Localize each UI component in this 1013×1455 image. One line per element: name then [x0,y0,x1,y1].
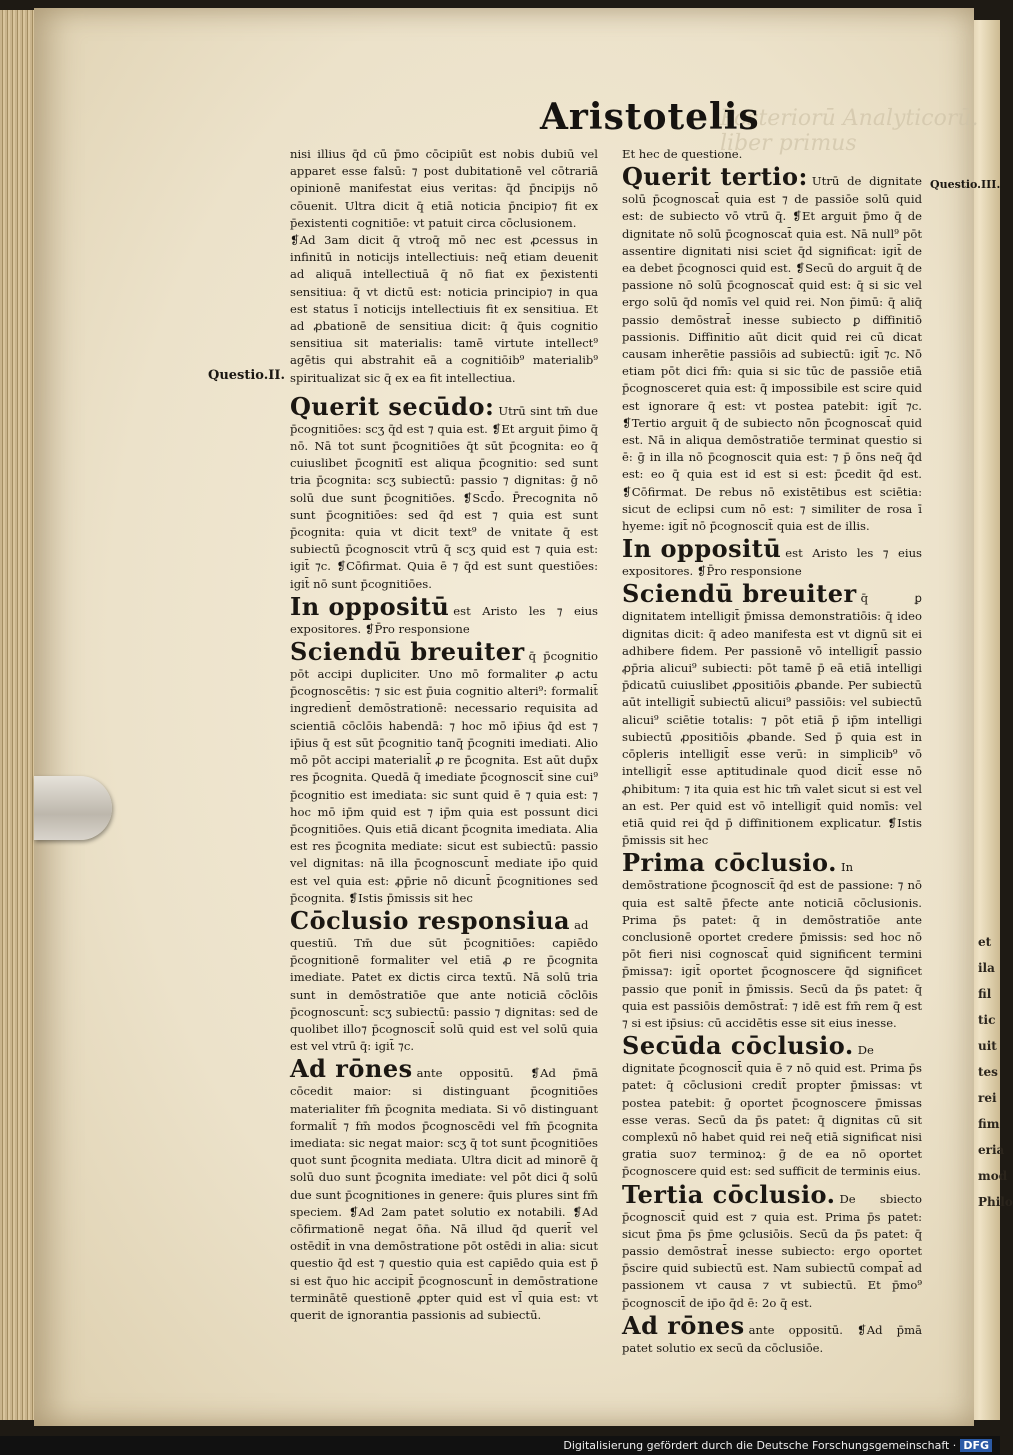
section-text: Utrū de dignitate solū p̄cognoscat̄ quia est ⁊ de passiōe solū quid est: de subiecto vō vtrū q̄. ❡Et arguit p̄mo q̄ de dignitate nō solū p̄cognoscat̄ quia est. Nā null⁹ pōt assentire dignitati nisi sciet q̄d significat: igit̄ de ea debet p̄cognosci quid est. ❡Secū do arguit q̄ de passione nō solū p̄cognoscat̄ quid est: q̄ si sic vel ergo solū q̄d nomīs vel quid rei. Non p̄imū: q̄ aliq̄ passio demōstrat̄ inesse subiecto ꝑ diffinitiō passionis. Diffinitio aūt dicit quid rei cū dicat causam inherētie passiōis ad subiectū: igit̄ ⁊c. Nō etiam pōt dici fm̄: quia si sic tūc de passiōe etiā p̄cognosceret quia est: q̄ impossibile est scire quid est ignorare q̄ est: vt postea patebit: igit̄ ⁊c. ❡Tertio arguit q̄ de subiecto nōn p̄cognoscat̄ quid est. Nā in aliqua demōstratiōe terminat questio si ē: ḡ in illa nō p̄cognoscit quia est: ⁊ p̄ ōns neq̄ q̄d est: eo q̄ quia est id est si est: p̄cedit q̄d est. ❡Cōfirmat. De rebus nō existētibus est sciētia: sicut de eclipsi cum nō est: ⁊ similiter de rosa ī hyeme: igit̄ nō p̄cognoscit̄ quia est de illis. [622,174,922,534]
section-heading: In oppositū [622,534,782,564]
paragraph [622,1181,922,1312]
bleed-fragment: fil [978,987,992,1001]
section-text: De dignitate p̄cognoscit̄ quia ē ⁊ nō quid est. Prima p̄s patet: q̄ cōclusioni credit̄ propter p̄missas: vt postea patebit: ḡ oportet p̄cognoscere p̄missas esse veras. Secū da p̄s patet: q̄ dignitas cū sit complexū nō habet quid rei neq̄ etiā significat nisi gratia suo⁊ terminoꝝ: ḡ de ea nō oportet p̄cognoscere quid est: sed sufficit de terminis eius. [622,1043,922,1179]
section-text: q̄ ꝑ dignitatem intelligit̄ p̄missa demonstratiōis: q̄ ideo dignitas dicit: q̄ adeo manifesta est vt dignū sit ei adhibere fidem. Per passionē vō intelligit̄ passio ꝓp̄ria alicui⁹ subiecti: pōt tamē p̄ eā etiā intelligi p̄dicatū cuiuslibet ꝓpositiōis ꝓbande. Per subiectū aūt intelligit̄ subiectū alicui⁹ passiōis: vel subiectū alicui⁹ sciētie totalis: ⁊ pōt etiā p̄ ip̄m intelligi subiectū ꝓpositiōis ꝓbande. Sed p̄ quia est in cōpleris intelligit̄ esse verū: in simplicib⁹ vō intelligit̄ esse aptitudinale quod dicit̄ esse nō ꝓhibitum: ⁊ ita quia est hic tm̄ valet sicut si est vel an est. Per quid est vō intelligit̄ quid nomīs: vel etiā quid rei q̄d p̄ diffinitionem explicatur. ❡Istis p̄missis sit hec [622,591,922,848]
paragraph [290,593,598,638]
paragraph [290,393,598,593]
paragraph: Et hec de questione. [622,147,743,161]
bleed-fragment: et [978,935,992,949]
paragraph [622,849,922,1032]
section-heading: Ad rōnes [622,1310,745,1340]
bleed-fragment: eria [978,1143,1005,1157]
section-heading: Secūda cōclusio. [622,1031,854,1061]
bleed-fragment: uit [978,1039,997,1053]
footer-text: Digitalisierung gefördert durch die Deutsche Forschungsgemeinschaft · [563,1439,957,1452]
section-heading: Cōclusio responsiua [290,905,571,935]
section-heading: Querit tertio: [622,162,808,192]
section-text: est Aristo les ⁊ eius expositores. ❡P̄ro responsione [290,603,598,636]
bleed-fragment: ila [978,961,995,975]
running-header: Aristotelis [540,96,760,138]
paragraph [290,907,598,1055]
bleed-fragment: Philo [978,1195,1013,1209]
section-heading: Sciendū breuiter [290,637,525,667]
left-column [290,146,598,1324]
section-text: ante oppositū. ❡Ad p̄mā cōcedit maior: si distinguant p̄cognitiōes materialiter fm̄ p̄cognita mediata. Si vō distinguant formalit̄ ⁊ fm̄ modos p̄cognoscēdi vel fm̄ p̄cognita imediata: sic negat maior: scʒ q̄ tot sunt p̄cognitiōes quot sunt p̄cognita mediata. Ultra dicit ad minorē q̄ solū duo sunt p̄cognita imediate: vel pōt dici q̄ solū due sunt p̄cognitiones in genere: q̄uis plures sint fm̄ speciem. ❡Ad 2am patet solutio ex notabili. ❡Ad cōfirmationē negat ōn̄a. Nā illud q̄d querit̄ vel ostēdit̄ in vna demōstratione pōt ostēdi in alia: sicut questio q̄d est ⁊ questio quia est capiēdo quia est p̄ si est q̄uo hic accipit̄ p̄cognoscunt̄ in demōstratione terminātē questionē ꝓpter quid est vl̄ quia est: vt querit de ignorantia passionis ad subiectū. [290,1066,598,1322]
section-heading: Ad rōnes [290,1054,413,1084]
bleed-through-header: Posteriorū Analyticorū. liber primus [720,106,979,156]
section-heading: In oppositū [290,591,450,621]
paragraph [290,638,598,907]
page-clip [34,776,112,840]
paragraph [622,1312,922,1357]
section-heading: Prima cōclusio. [622,848,837,878]
dfg-logo: DFG [960,1439,992,1452]
footer-bar [0,1436,1000,1455]
paragraph [290,1055,598,1324]
paragraph [622,580,922,849]
paragraph [622,163,922,535]
section-text: In demōstratione p̄cognoscit̄ q̄d est de passione: ⁊ nō quia est saltē p̄fecte ante noticiā cōclusionis. Prima p̄s patet: q̄ in demōstratiōe ante conclusionē oportet credere p̄missis: sed hoc nō pōt fieri nisi cognoscat̄ quid significent termini p̄missa⁊: igit̄ oportet p̄cognoscere q̄d significet passio que ponit̄ in p̄missis. Secū da p̄s patet: q̄ quia est passiōis demōstrat̄: ⁊ idē est fm̄ rem q̄ est ⁊ si est ip̄sius: cū accidētis esse sit eius inesse. [622,860,922,1030]
section-text: Utrū sint tm̄ due p̄cognitiōes: scʒ q̄d est ⁊ quia est. ❡Et arguit p̄imo q̄ nō. Nā tot sunt p̄cognitiōes q̄t sūt p̄cognita: eo q̄ cuiuslibet p̄cognitī est aliqua p̄cognitio: sed sunt tria p̄cognita: scʒ subiectū: passio ⁊ dignitas: ḡ nō solū due sunt p̄cognitiōes. ❡Scd̄o. P̄recognita nō sunt p̄cognitiōes: sed q̄d est ⁊ quia est sunt p̄cognita: quia vt dicit text⁹ de vnitate q̄ est subiectū p̄cognoscit vtrū q̄ scʒ quid est ⁊ quia est: igit̄ ⁊c. ❡Cōfirmat. Quia ē ⁊ q̄d est sunt questiōes: igit̄ nō sunt p̄cognitiōes. [290,403,598,591]
section-text: ad questiū. Tm̄ due sūt p̄cognitiōes: capiēdo p̄cognitionē formaliter vel etiā ꝓ re p̄cognita imediate. Patet ex dictis circa textū. Nā solū tria sunt in demōstratiōe que ante noticiā cōclōis p̄cognoscunt̄: scʒ subiectū: passio ⁊ dignitas: sed de quolibet illo⁊ p̄cognoscit̄ solū quid est vel solū quia est vel vtrū q̄: igit̄ ⁊c. [290,917,598,1054]
paragraph [622,1032,922,1180]
section-text: ante oppositū. ❡Ad p̄mā patet solutio ex secū da cōclusiōe. [622,1322,922,1355]
bleed-fragment: tic [978,1013,996,1027]
right-column [622,146,922,1357]
bleed-fragment: tes [978,1065,998,1079]
margin-note-questio-3: Questio.III. [930,178,1001,191]
section-heading: Tertia cōclusio. [622,1179,836,1209]
section-heading: Querit secūdo: [290,391,495,421]
section-text: q̄ p̄cognitio pōt accipi dupliciter. Uno mō formaliter ꝓ actu p̄cognoscētis: ⁊ sic est p̄uia cognitio alteri⁹: formalit̄ ingredient̄ demōstrationē: necessario requisita ad scientiā cōclōis habendā: ⁊ hoc mō ip̄ius q̄d est ⁊ ip̄ius q̄ est sūt p̄cognitio tanq̄ p̄cogniti imediati. Alio mō pōt accipi materialit̄ ꝓ re p̄cognita. Est aūt dup̄x res p̄cognita. Quedā q̄ imediate p̄cognoscit̄ sine cui⁹ p̄cognitio est imediata: sic sunt quid ē ⁊ quia est: ⁊ hoc mō ip̄m quid est ⁊ ip̄m quia est possunt dici p̄cognitiōes. Quis etiā dicant p̄cognita imediata. Alia est res p̄cognita mediate: sicut est subiectū: passio vel dignitas: nā illa p̄cognoscunt̄ mediate ip̄o quid est vel quia est: ꝓp̄rie nō dicunt̄ p̄cognitiones sed p̄cognita. ❡Istis p̄missis sit hec [290,649,598,905]
paragraph [622,535,922,580]
paragraph: ❡Ad 3am dicit q̄ vtroq̄ mō nec est ꝓcessus in infinitū in noticijs intellectiuis: neq̄ etiam deuenit ad aliquā intellectiuā q̄ nō fiat ex p̄existenti sensitiua: q̄ vt dictū est: noticia principio⁊ in qua est status ī noticijs intellectiuis fit ex sensitiua. Et ad ꝓbationē de sensitiua dicit: q̄ q̄uis cognitio sensitiua sit materialis: tamē virtute intellect⁹ agētis qui abstrahit eā a cognitiōib⁹ materialib⁹ spiritualizat sic q̄ ex ea fit intellectiua. [290,233,598,385]
section-text: De sbiecto p̄cognoscit̄ quid est ⁊ quia est. Prima p̄s patet: sicut p̄ma p̄s p̄me ꝯclusiōis. Secū da p̄s patet: q̄ passio demōstrat̄ inesse subiecto: ergo oportet p̄scire quid subiectū est. Nam subiectū compat̄ ad passionem vt causa ⁊ vt subiectū. Et p̄mo⁹ p̄cognoscit̄ de ip̄o q̄d ē: 2o q̄ est. [622,1191,922,1310]
bleed-fragment: mod [978,1169,1008,1183]
paragraph: nisi illius q̄d cū p̄mo cōcipiūt est nobis dubiū vel apparet esse falsū: ⁊ post dubitationē vel cōtrariā opinionē manifestat eius veritas: q̄d p̄ncipijs nō cōuenit. Ultra dicit q̄ etiā noticia p̄ncipio⁊ fit ex p̄existenti cognitiōe: vt patuit circa cōclusionem. [290,147,598,230]
bleed-fragment: rei [978,1091,997,1105]
margin-note-questio-2: Questio.II. [208,368,285,383]
bleed-fragment: fim [978,1117,1000,1131]
section-heading: Sciendū breuiter [622,579,857,609]
section-text: est Aristo les ⁊ eius expositores. ❡P̄ro responsione [622,546,922,579]
